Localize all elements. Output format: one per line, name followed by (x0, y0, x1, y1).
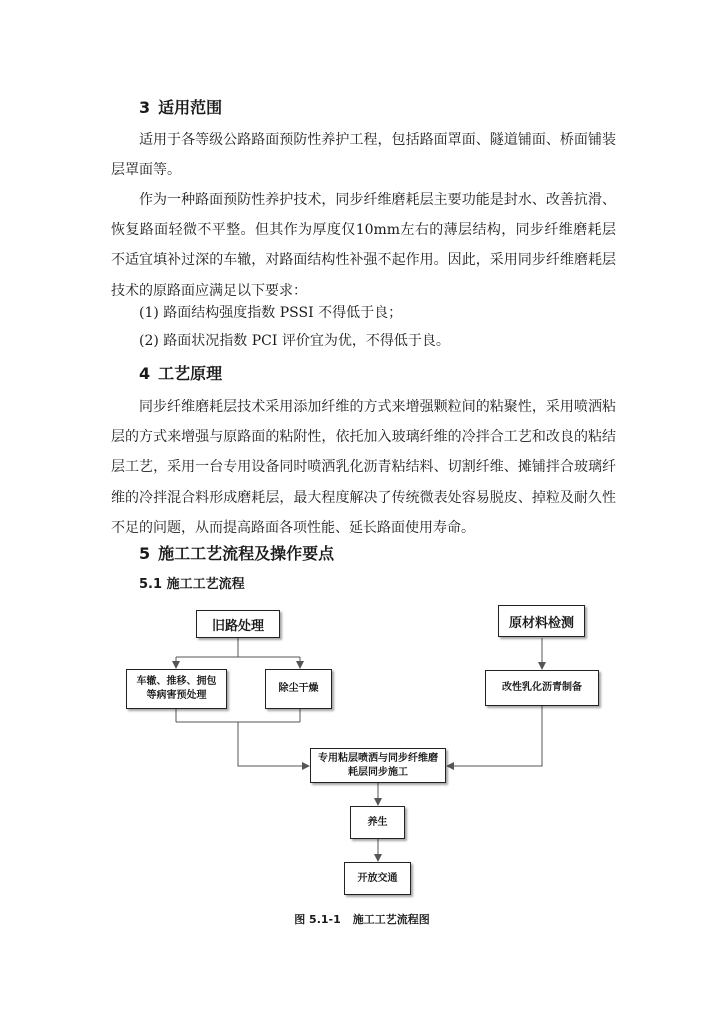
box-rut-pretreatment (126, 669, 227, 709)
box-emulsion-preparation: 改性乳化沥青制备 (485, 670, 599, 706)
section-3-paragraph-2: 作为一种路面预防性养护技术，同步纤维磨耗层主要功能是封水、改善抗滑、恢复路面轻微不平整。但其作为厚度仅10mm左右的薄层结构，同步纤维磨耗层不适宜填补过深的车辙，对路面结构性补强不起作用。因此，采用同步纤维磨耗层技术的原路面应满足以下要求： (111, 192, 616, 299)
box-open-traffic: 开放交通 (344, 862, 411, 895)
figure-title: 施工工艺流程图 (352, 913, 430, 926)
section-5-title: 施工工艺流程及操作要点 (158, 544, 335, 563)
figure-number: 图 5.1-1 (294, 913, 341, 926)
box-dust-drying: 除尘干燥 (265, 669, 332, 709)
subsection-5-1-title: 施工工艺流程 (166, 577, 245, 592)
box-sync-line-1: 专用粘层喷洒与同步纤维磨 (318, 752, 438, 764)
requirement-2: (2) 路面状况指数 PCI 评价宜为优，不得低于良。 (139, 333, 450, 349)
box-rut-line-1: 车辙、推移、拥包 (136, 676, 217, 687)
connector-emulsion-to-sync (447, 706, 542, 766)
section-4-paragraph: 同步纤维磨耗层技术采用添加纤维的方式来增强颗粒间的粘聚性，采用喷洒粘层的方式来增强与原路面的粘附性，依托加入玻璃纤维的冷拌合工艺和改良的粘结层工艺，采用一台专用设备同时喷洒乳化沥青粘结料、切割纤维、摊铺拌合玻璃纤维的冷拌混合料形成磨耗层，最大程度解决了传统微表处容易脱皮、掉粒及耐久性不足的问题，从而提高路面各项性能、延长路面使用寿命。 (111, 399, 616, 536)
box-old-road-treatment: 旧路处理 (196, 610, 280, 638)
subsection-5-1-number: 5.1 (139, 577, 163, 592)
box-rut-line-2: 等病害预处理 (146, 690, 207, 701)
box-raw-material-test: 原材料检测 (498, 605, 585, 637)
requirement-1: (1) 路面结构强度指数 PSSI 不得低于良； (139, 305, 403, 321)
connector-merge-to-sync (238, 722, 309, 766)
section-4-number: 4 (139, 364, 151, 383)
section-3-number: 3 (139, 98, 151, 117)
figure-caption (0, 911, 724, 927)
box-sync-construction (310, 748, 446, 783)
section-5-number: 5 (139, 544, 151, 563)
section-3-paragraph-1: 适用于各等级公路路面预防性养护工程，包括路面罩面、隧道铺面、桥面铺装层罩面等。 (111, 132, 616, 179)
box-curing: 养生 (350, 806, 405, 839)
section-3-title: 适用范围 (158, 98, 223, 117)
section-4-title: 工艺原理 (158, 364, 223, 383)
box-sync-line-2: 耗层同步施工 (348, 766, 408, 778)
